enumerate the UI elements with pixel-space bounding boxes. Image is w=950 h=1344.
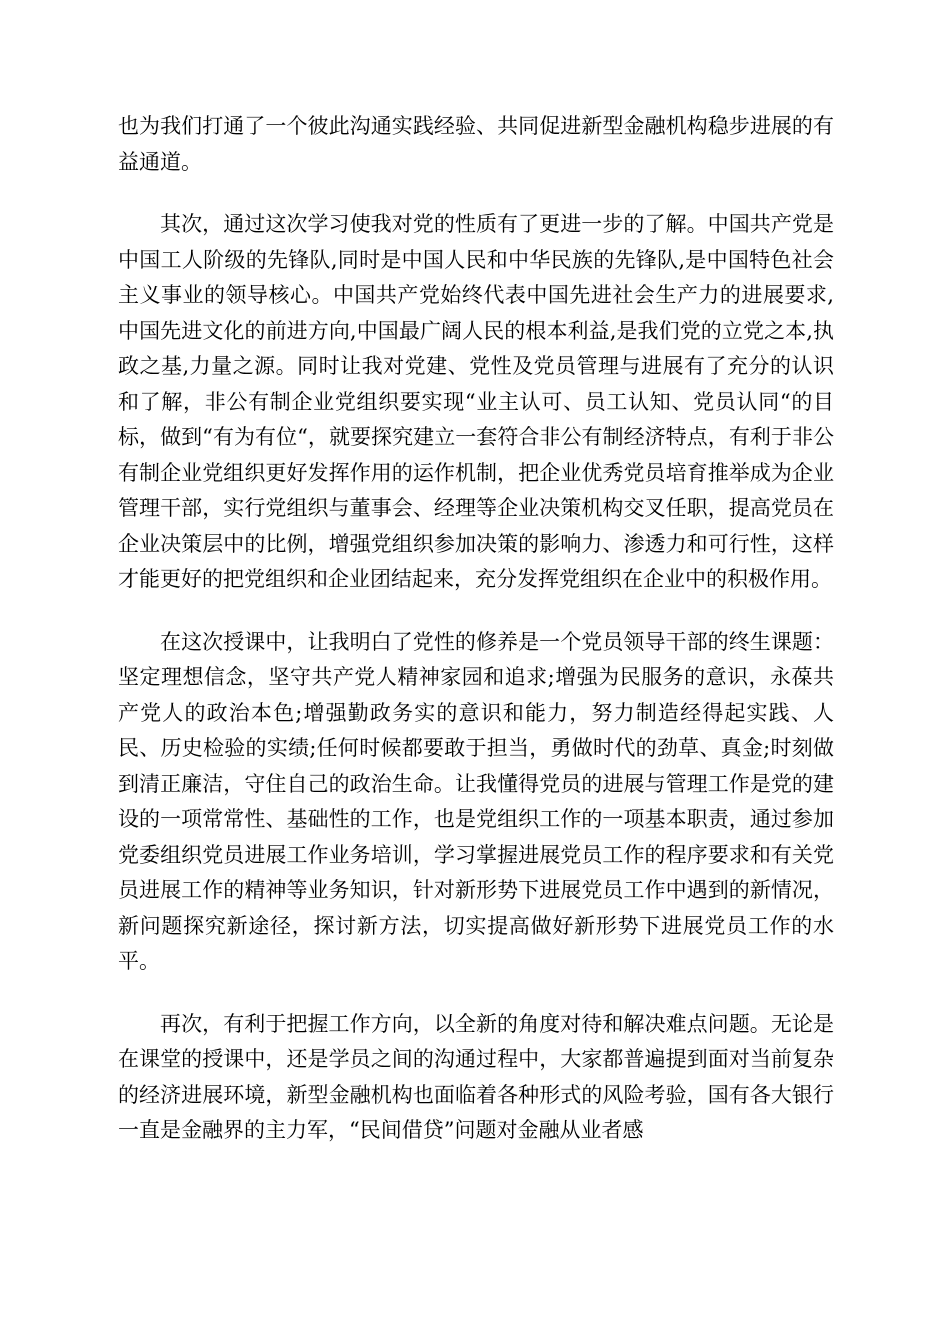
paragraph-party-nature: 其次，通过这次学习使我对党的性质有了更进一步的了解。中国共产党是中国工人阶级的先锋队,同时是中国人民和中华民族的先锋队,是中国特色社会主义事业的领导核心。中国共产党始终代表中国先进社会生产力的进展要求,中国先进文化的前进方向,中国最广阔人民的根本利益,是我们党的立党之本,执政之基,力量之源。同时让我对党建、党性及党员管理与进展有了充分的认识和了解，非公有制企业党组织要实现“业主认可、员工认知、党员认同“的目标，做到“有为有位“，就要探究建立一套符合非公有制经济特点，有利于非公有制企业党组织更好发挥作用的运作机制，把企业优秀党员培育推举成为企业管理干部，实行党组织与董事会、经理等企业决策机构交叉任职，提高党员在企业决策层中的比例，增强党组织参加决策的影响力、渗透力和可行性，这样才能更好的把党组织和企业团结起来，充分发挥党组织在企业中的积极作用。 (118, 212, 834, 591)
paragraph-party-spirit: 在这次授课中，让我明白了党性的修养是一个党员领导干部的终生课题：坚定理想信念，坚守共产党人精神家园和追求;增强为民服务的意识，永葆共产党人的政治本色;增强勤政务实的意识和能力，努力制造经得起实践、人民、历史检验的实绩;任何时候都要敢于担当，勇做时代的劲草、真金;时刻做到清正廉洁，守住自己的政治生命。让我懂得党员的进展与管理工作是党的建设的一项常常性、基础性的工作，也是党组织工作的一项基本职责，通过参加党委组织党员进展工作业务培训，学习掌握进展党员工作的程序要求和有关党员进展工作的精神等业务知识，针对新形势下进展党员工作中遇到的新情况，新问题探究新途径，探讨新方法，切实提高做好新形势下进展党员工作的水平。 (118, 629, 834, 973)
document-body (118, 109, 834, 1176)
paragraph-work-direction: 再次，有利于把握工作方向，以全新的角度对待和解决难点问题。无论是在课堂的授课中，还是学员之间的沟通过程中，大家都普遍提到面对当前复杂的经济进展环境，新型金融机构也面临着各种形式的风险考验，国有各大银行一直是金融界的主力军，“民间借贷”问题对金融从业者感 (118, 1011, 834, 1142)
paragraph-continuation: 也为我们打通了一个彼此沟通实践经验、共同促进新型金融机构稳步进展的有益通道。 (118, 114, 834, 174)
